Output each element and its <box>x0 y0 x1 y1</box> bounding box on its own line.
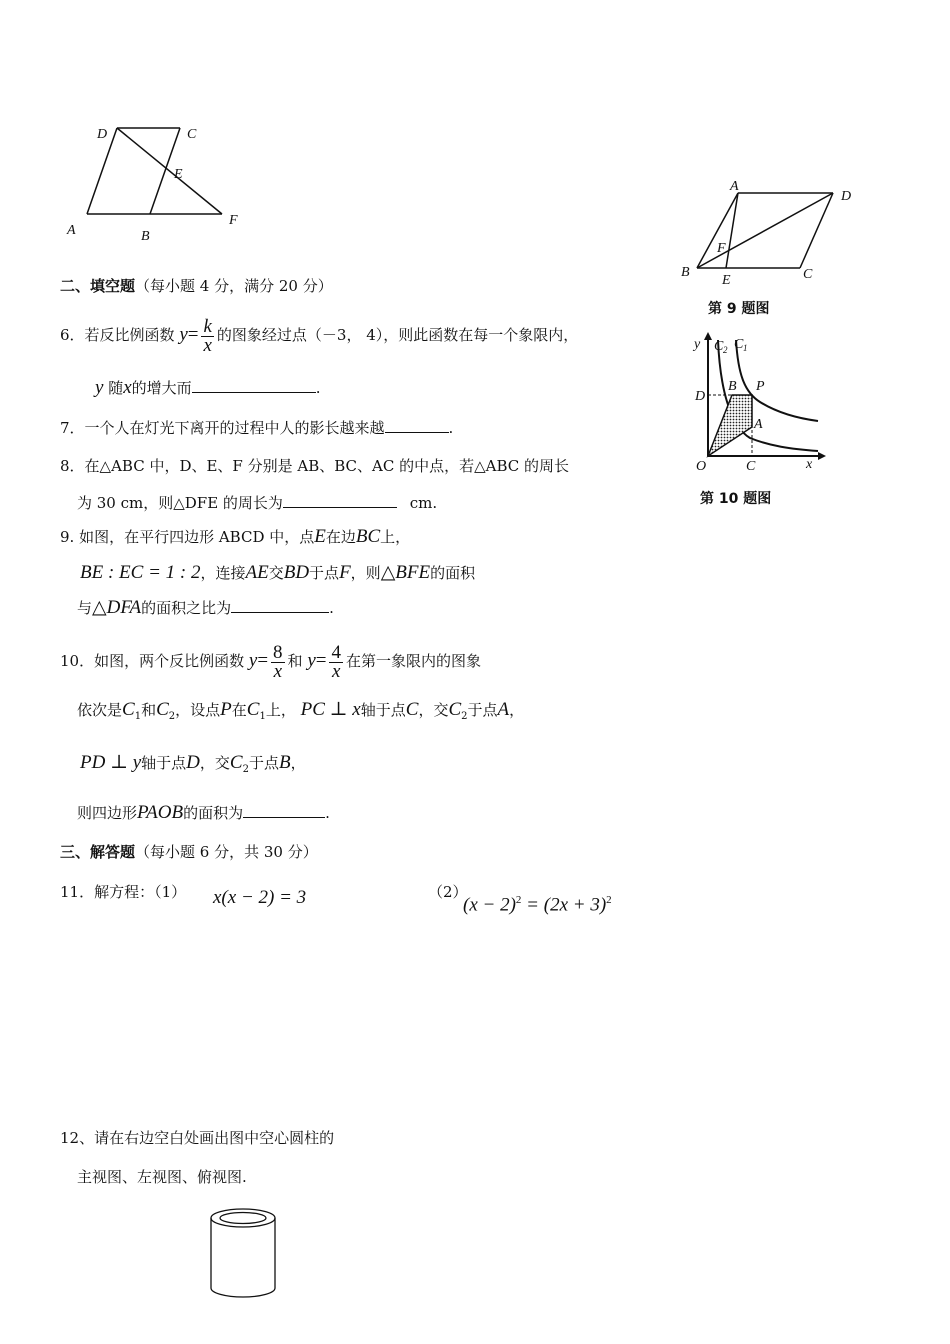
figure-9 <box>675 176 865 286</box>
q10-jiao1: ，交 <box>418 701 449 719</box>
label-B: B <box>681 265 690 280</box>
q10-eq2: = <box>315 650 327 671</box>
label-A: A <box>67 223 76 238</box>
label-C1-sub: 1 <box>743 343 748 353</box>
q10-zai: 在 <box>231 701 247 719</box>
question-9-line-3 <box>77 598 334 618</box>
label-C: C <box>803 267 813 282</box>
q11-eq2b: = (2x + 3) <box>521 894 607 916</box>
q10-s2b: 2 <box>461 711 468 722</box>
question-10-line-3 <box>80 748 306 785</box>
label-F: F <box>717 241 726 256</box>
q6-line2-y: y <box>95 377 104 398</box>
question-11-equation-2 <box>463 890 612 915</box>
section-3-heading <box>60 842 318 862</box>
q9-E: E <box>314 526 326 547</box>
q10-l2a: 依次是 <box>77 701 123 719</box>
q6-eq: = <box>187 324 199 345</box>
label-A: A <box>730 179 739 194</box>
q9-t7: ，则 <box>350 564 381 582</box>
hollow-cylinder-figure <box>205 1200 285 1300</box>
q10-comma1: ， <box>509 701 525 719</box>
label-x: x <box>806 457 813 472</box>
q9-AE: AE <box>245 562 269 583</box>
q10-end: . <box>325 804 330 822</box>
q10-he: 和 <box>141 701 157 719</box>
q8-answer-blank[interactable] <box>283 493 397 508</box>
question-9-line-2 <box>80 563 475 583</box>
question-6-line-1 <box>60 314 578 356</box>
q9-t9: 与 <box>77 599 93 617</box>
figure-10-caption: 第 10 题图 <box>700 491 772 507</box>
question-10-line-1 <box>60 640 481 682</box>
section-2-heading <box>60 276 333 296</box>
figure-10 <box>690 328 830 478</box>
q10-C1: C <box>122 699 135 720</box>
q10-shang: 上， <box>265 701 296 719</box>
section-2-title: 二、填空题 <box>60 277 136 295</box>
q9-t4: ，连接 <box>200 564 246 582</box>
label-B: B <box>141 229 150 244</box>
q7-end: . <box>448 419 454 437</box>
q6-y: y <box>179 324 188 345</box>
q10-s1: 1 <box>134 711 142 722</box>
q10-Dpt: D <box>186 752 200 773</box>
q9-t10: 的面积之比为 <box>141 599 232 617</box>
q9-t5: 交 <box>268 564 284 582</box>
q10-y2: y <box>307 650 316 671</box>
q10-eq1: = <box>257 650 269 671</box>
q10-s2: 2 <box>168 711 176 722</box>
q6-mid: 的图象经过点（－3， 4），则此函数在每一个象限内， <box>216 326 579 344</box>
label-C1: C <box>734 337 744 352</box>
question-10-line-2 <box>77 695 524 732</box>
q10-zhou2: 轴于点 <box>141 754 187 772</box>
question-9-line-1 <box>60 527 410 547</box>
section-2-note: （每小题 4 分，满分 20 分） <box>135 277 333 295</box>
question-11-label: 11．解方程：（1） <box>60 883 187 901</box>
q10-t1: 10．如图，两个反比例函数 <box>60 652 245 670</box>
q7-text: 7．一个人在灯光下离开的过程中人的影长越来越 <box>60 419 385 437</box>
label-B: B <box>728 379 737 394</box>
q9-BC: BC <box>355 526 381 547</box>
q6-line2-text2: 的增大而 <box>131 379 192 397</box>
q10-Apt: A <box>497 699 510 720</box>
question-10-line-4 <box>77 803 330 823</box>
label-y: y <box>694 337 701 352</box>
question-12-line-2: 主视图、左视图、俯视图. <box>77 1168 247 1186</box>
q6-end: . <box>315 379 321 397</box>
q9-t3: 上， <box>380 528 411 546</box>
q9-t1: 9. 如图，在平行四边形 ABCD 中，点 <box>60 528 315 546</box>
q6-line2-text1: 随 <box>108 379 124 397</box>
q11-sq1: 2 <box>515 894 522 906</box>
q10-C2: C <box>156 699 169 720</box>
q10-fraction-8: $\frac{8}{x}$ <box>273 641 283 682</box>
label-D: D <box>97 127 108 142</box>
q11-sq2: 2 <box>606 894 612 906</box>
question-11-equation-1: x(x − 2) = 3 <box>213 887 307 908</box>
question-8-line-1: 8．在△ABC 中，D、E、F 分别是 AB、BC、AC 的中点，若△ABC 的周长 <box>60 457 570 475</box>
q8-unit: cm. <box>409 494 438 512</box>
q9-F: F <box>339 562 351 583</box>
q10-Cpt: C <box>405 699 419 720</box>
q10-yudian2: 于点 <box>248 754 279 772</box>
q10-and: 和 <box>287 652 303 670</box>
q10-yudian1: 于点 <box>467 701 498 719</box>
q10-fraction-4: $\frac{4}{x}$ <box>331 641 341 682</box>
question-8-line-2 <box>77 493 437 513</box>
label-D: D <box>841 189 852 204</box>
q10-jiao2: ，交 <box>199 754 230 772</box>
q9-ratio: BE : EC = 1 : 2 <box>80 562 201 583</box>
q10-s2c: 2 <box>242 764 249 775</box>
q10-zhou1: 轴于点 <box>360 701 406 719</box>
q10-PAOB: PAOB <box>137 802 184 823</box>
label-P: P <box>756 379 765 394</box>
label-A: A <box>754 417 763 432</box>
q10-s1b: 1 <box>259 711 266 722</box>
q9-t8: 的面积 <box>430 564 476 582</box>
q6-fraction: $\frac{k}{x}$ <box>203 315 212 356</box>
label-O: O <box>696 459 707 474</box>
question-7 <box>60 418 453 438</box>
q10-C2b: C <box>448 699 462 720</box>
q10-C2c: C <box>229 752 243 773</box>
q9-BD: BD <box>283 562 310 583</box>
q10-P: P <box>220 699 232 720</box>
q10-l2b: ，设点 <box>175 701 221 719</box>
q11-eq2a: (x − 2) <box>463 894 516 916</box>
label-C2-sub: 2 <box>723 345 728 355</box>
label-F: F <box>229 213 238 228</box>
q9-tri1: △BFE <box>380 562 431 583</box>
q9-t6: 于点 <box>309 564 340 582</box>
q8-line2: 为 30 cm，则△DFE 的周长为 <box>77 494 283 512</box>
question-11-label-2: （2） <box>428 883 468 901</box>
q6-answer-blank[interactable] <box>192 378 316 393</box>
q6-prefix: 6．若反比例函数 <box>60 326 175 344</box>
label-C: C <box>187 127 197 142</box>
q9-tri2: △DFA <box>92 597 142 618</box>
label-D: D <box>695 389 706 404</box>
q10-l4b: 的面积为 <box>183 804 244 822</box>
q10-t2: 在第一象限内的图象 <box>345 652 481 670</box>
q10-y1: y <box>248 650 258 671</box>
question-12-line-1: 12、请在右边空白处画出图中空心圆柱的 <box>60 1129 335 1147</box>
q9-t2: 在边 <box>325 528 356 546</box>
figure-parallelogram-top <box>55 118 255 248</box>
q10-answer-blank[interactable] <box>243 803 325 818</box>
section-3-note: （每小题 6 分，共 30 分） <box>135 843 318 861</box>
label-C2: C <box>714 339 724 354</box>
label-E: E <box>722 273 731 286</box>
q10-PD: PD ⊥ y <box>80 752 142 773</box>
q7-answer-blank[interactable] <box>385 418 449 433</box>
label-C: C <box>746 459 756 474</box>
q10-comma2: ， <box>290 754 306 772</box>
q10-C1b: C <box>246 699 260 720</box>
figure-9-caption: 第 9 题图 <box>708 301 770 317</box>
q10-Bpt: B <box>278 752 291 773</box>
q9-end: . <box>329 599 334 617</box>
question-6-line-2 <box>95 378 320 398</box>
q10-PC: PC ⊥ x <box>300 699 361 720</box>
q9-answer-blank[interactable] <box>231 598 329 613</box>
q6-line2-x: x <box>123 377 132 398</box>
q10-l4: 则四边形 <box>77 804 138 822</box>
section-3-title: 三、解答题 <box>60 843 136 861</box>
label-E: E <box>174 167 183 182</box>
